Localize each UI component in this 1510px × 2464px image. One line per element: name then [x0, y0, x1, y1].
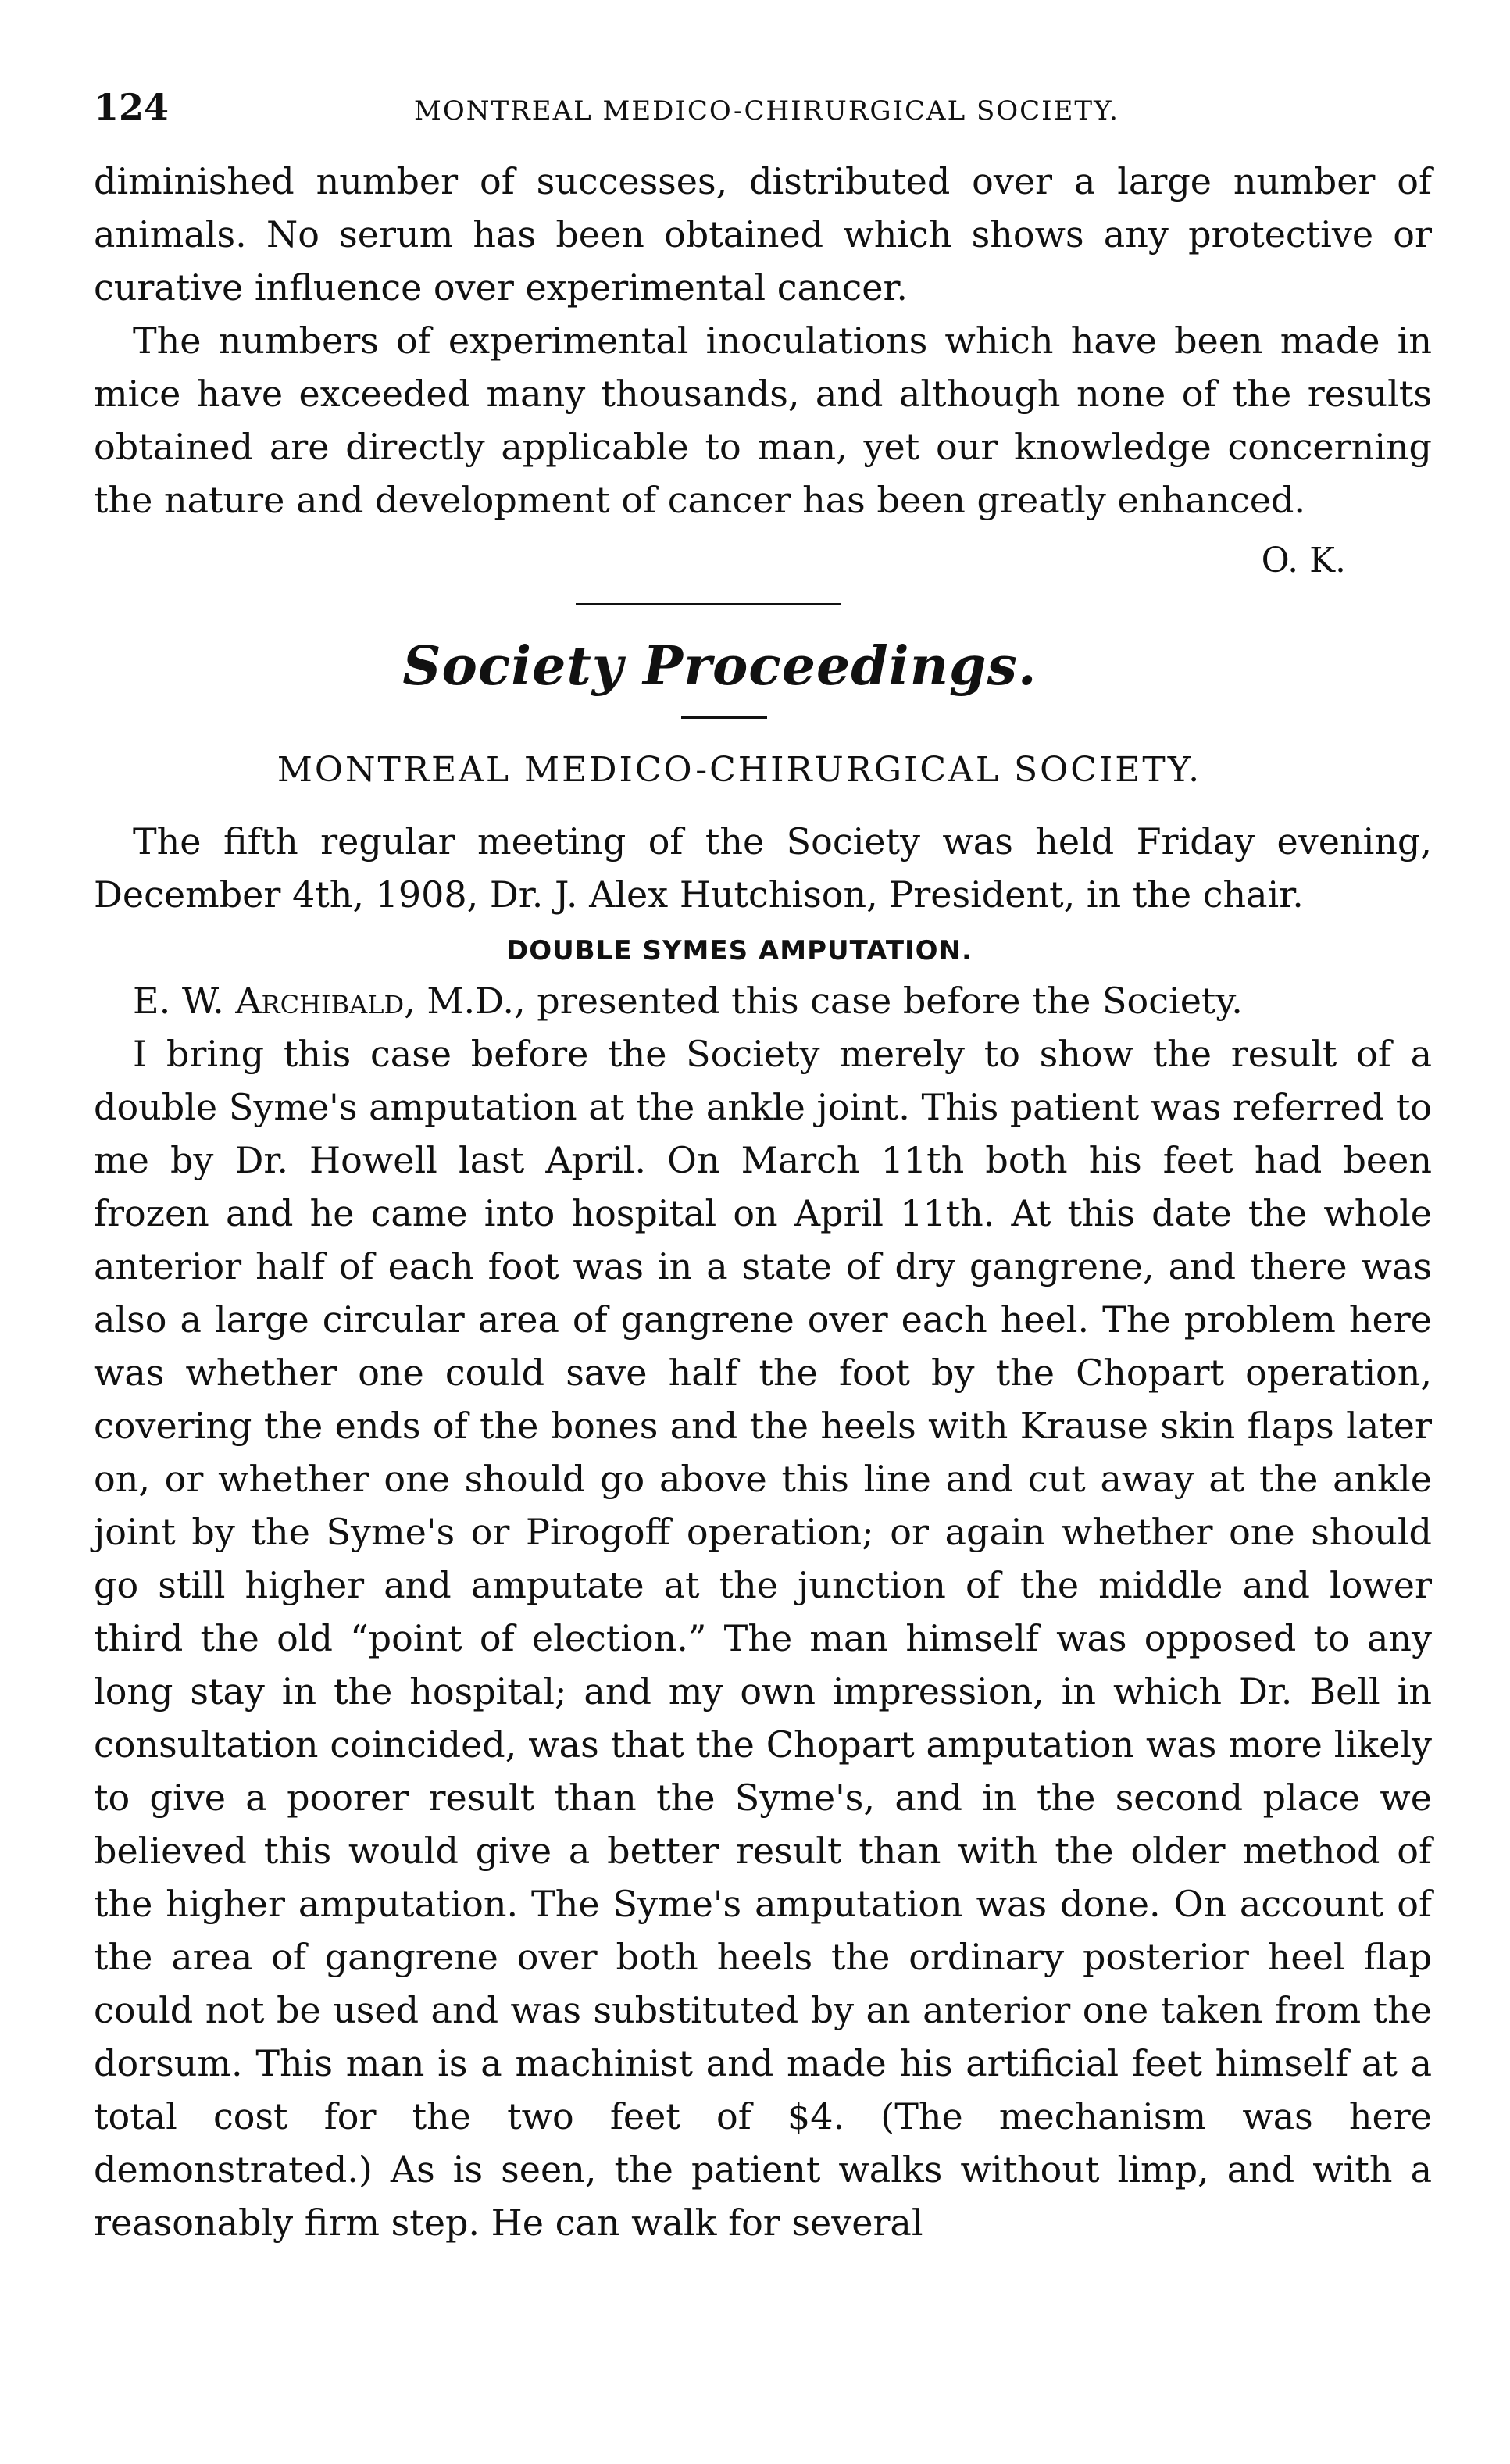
case-paragraph: I bring this case before the Society merely to show the result of a double Syme's amputation at the ankle joint. This patient was referred to me by Dr. Howell last April. On March 11th both his feet had been frozen and he came into hospital on April 11th. At this date the whole anterior half of each foot was in a state of dry gangrene, and there was also a large circular area of gangrene over each heel. The problem here was whether one could save half the foot by the Chopart operation, covering the ends of the bones and the heels with Krause skin flaps later on, or whether one should go above this line and cut away at the ankle joint by the Syme's or Pirogoff operation; or again whether one should go still higher and amputate at the junction of the middle and lower third the old “point of election.” The man himself was opposed to any long stay in the hospital; and my own impression, in which Dr. Bell in consultation coincided, was that the Chopart amputation was more likely to give a poorer result than the Syme's, and in the second place we believed this would give a better result than with the older method of the higher amputation. The Syme's amputation was done. On account of the area of gangrene over both heels the ordinary posterior heel flap could not be used and was substituted by an anterior one taken from the dorsum. This man is a machinist and made his artificial feet himself at a total cost for the two feet of $4. (The mechanism was here demonstrated.) As is seen, the patient walks without limp, and with a reasonably firm step. He can walk for several [94, 1033, 1432, 2244]
page-header [94, 86, 1432, 128]
intro-paragraph-1: diminished number of successes, distributed over a large number of animals. No serum has been obtained which shows any protective or curative influence over experimental cancer. [94, 160, 1432, 309]
presenter-name: E. W. Archibald, [133, 980, 416, 1022]
meeting-paragraph: The fifth regular meeting of the Society was held Friday evening, December 4th, 1908, Dr. J. Alex Hutchison, President, in the chair. [94, 820, 1432, 916]
case-heading: DOUBLE SYMES AMPUTATION. [506, 935, 973, 966]
author-signature: O. K. [1261, 541, 1346, 580]
section-divider-rule [576, 603, 841, 605]
page-number: 124 [94, 86, 170, 128]
intro-paragraph-2: The numbers of experimental inoculations which have been made in mice have exceeded many thousands, and although none of the results obtained are directly applicable to man, yet our knowledge concerning the nature and development of cancer has been greatly enhanced. [94, 320, 1432, 521]
title-underline-rule [681, 716, 767, 719]
society-heading: MONTREAL MEDICO-CHIRURGICAL SOCIETY. [277, 750, 1202, 790]
presenter-line [94, 974, 1432, 1027]
running-head: MONTREAL MEDICO-CHIRURGICAL SOCIETY. [414, 95, 1119, 127]
section-title: Society Proceedings. [402, 635, 1037, 698]
presenter-text: M.D., presented this case before the Society. [415, 980, 1243, 1022]
